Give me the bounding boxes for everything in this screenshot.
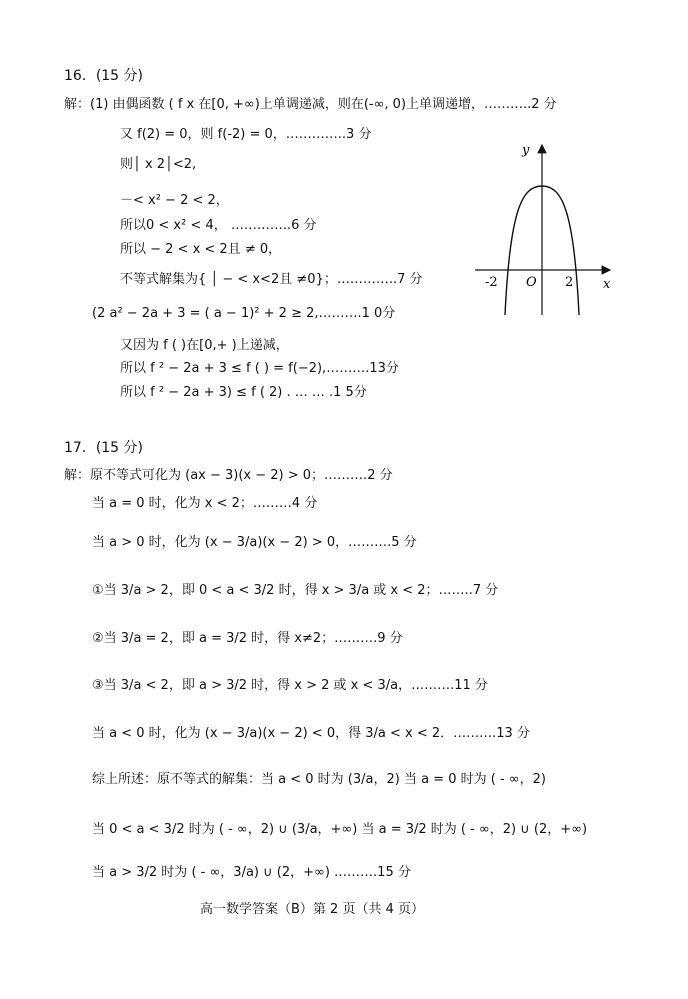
origin-label: O bbox=[526, 275, 537, 290]
x-axis-label: x bbox=[603, 277, 611, 292]
p16-line-1: 解：(1) 由偶函数 ( f x 在[0, +∞)上单调递减，则在(-∞, 0)上单调递增，………..2 分 bbox=[64, 97, 557, 112]
p16-line-2: 又 f(2) = 0，则 f(-2) = 0，…………..3 分 bbox=[120, 127, 372, 142]
p17-line-3: 当 a > 0 时，化为 (x − 3/a)(x − 2) > 0，……….5 分 bbox=[92, 535, 417, 550]
p17-line-10: 当 a > 3/2 时为 ( - ∞，3/a) ∪ (2，+∞) ……….15 分 bbox=[92, 865, 411, 880]
p16-line-5: 所以0 < x² < 4， …………..6 分 bbox=[120, 218, 317, 233]
page-footer: 高一数学答案（B）第 2 页（共 4 页） bbox=[200, 902, 424, 917]
p16-line-6: 所以 − 2 < x < 2且 ≠ 0， bbox=[120, 242, 282, 257]
tick-label-pos: 2 bbox=[565, 275, 574, 290]
p17-line-8: 综上所述：原不等式的解集：当 a < 0 时为 (3/a，2) 当 a = 0 时为 ( - ∞，2) bbox=[92, 772, 546, 787]
p16-line-4: －< x² − 2 < 2， bbox=[120, 193, 229, 208]
p16-line-11: 所以 f ² − 2a + 3) ≤ f ( 2) . … … .1 5分 bbox=[120, 385, 367, 400]
problem-16-heading: 16．(15 分) bbox=[64, 68, 144, 84]
y-axis-label: y bbox=[522, 143, 530, 158]
p17-line-6: ③当 3/a < 2，即 a > 3/2 时，得 x > 2 或 x < 3/a，……….11 分 bbox=[92, 678, 488, 693]
p17-line-5: ②当 3/a = 2，即 a = 3/2 时，得 x≠2；……….9 分 bbox=[92, 631, 403, 646]
p17-line-9: 当 0 < a < 3/2 时为 ( - ∞，2) ∪ (3/a，+∞) 当 a = 3/2 时为 ( - ∞，2) ∪ (2，+∞) bbox=[92, 822, 588, 837]
problem-17-heading: 17．(15 分) bbox=[64, 440, 144, 456]
p17-line-7: 当 a < 0 时，化为 (x − 3/a)(x − 2) < 0，得 3/a < x < 2．……….13 分 bbox=[92, 726, 530, 741]
p17-line-1: 解：原不等式可化为 (ax − 3)(x − 2) > 0；……….2 分 bbox=[64, 468, 393, 483]
p16-line-3: 则│ x 2│<2, bbox=[120, 157, 197, 172]
parabola-graph bbox=[470, 140, 620, 320]
tick-label-neg: -2 bbox=[485, 275, 498, 290]
p17-line-4: ①当 3/a > 2，即 0 < a < 3/2 时，得 x > 3/a 或 x < 2；……..7 分 bbox=[92, 583, 499, 598]
p16-line-8: (2 a² − 2a + 3 = ( a − 1)² + 2 ≥ 2,……….1 0分 bbox=[92, 306, 396, 321]
p16-line-7: 不等式解集为{ │ − < x<2且 ≠0}；…………..7 分 bbox=[120, 272, 423, 287]
p16-line-10: 所以 f ² − 2a + 3 ≤ f ( ) = f(−2),……….13分 bbox=[120, 361, 399, 376]
p17-line-2: 当 a = 0 时，化为 x < 2；………4 分 bbox=[92, 496, 318, 511]
p16-line-9: 又因为 f ( )在[0,+ )上递减， bbox=[120, 338, 289, 353]
